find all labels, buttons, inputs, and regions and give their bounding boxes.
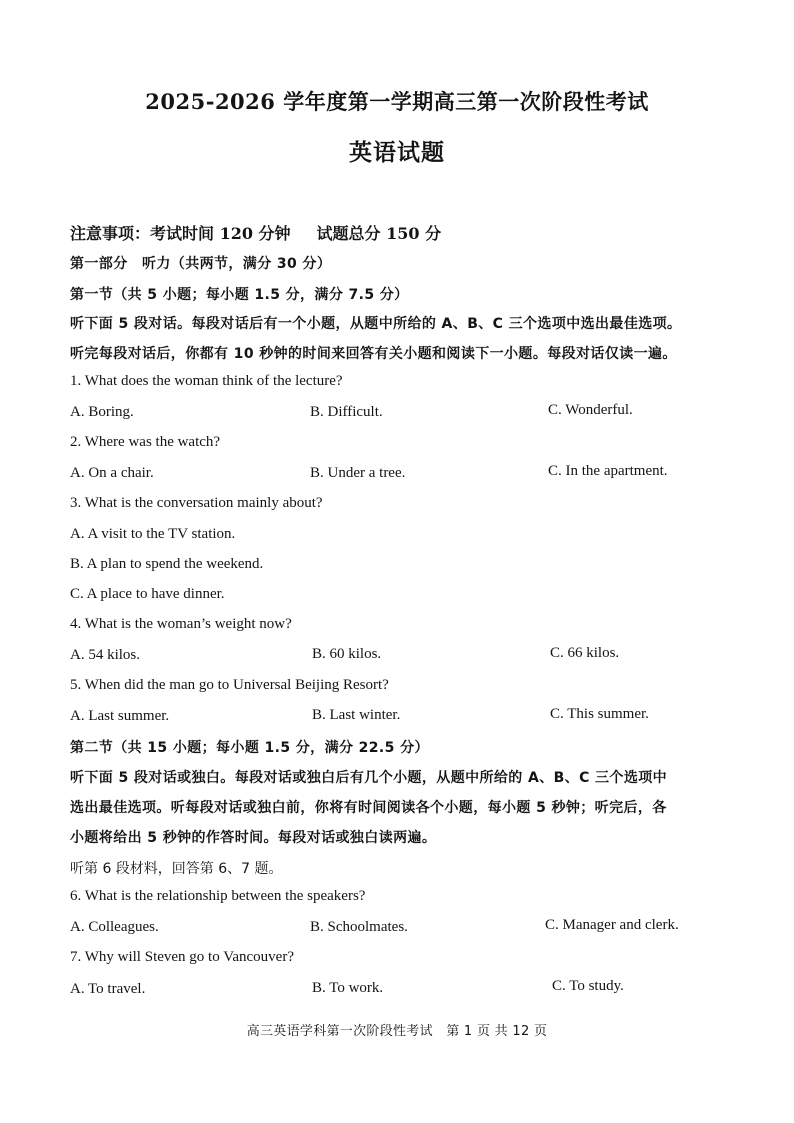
section1-instruction-2: 听完每段对话后，你都有 10 秒钟的时间来回答有关小题和阅读下一小题。每段对话仅读一遍。	[70, 346, 677, 362]
question-5: 5. When did the man go to Universal Beijing Resort?	[70, 677, 389, 693]
q6-option-b: B. Schoolmates.	[310, 919, 408, 935]
q2-option-a: A. On a chair.	[70, 465, 154, 481]
q5-option-a: A. Last summer.	[70, 708, 170, 724]
q3-option-a: A. A visit to the TV station.	[70, 526, 236, 542]
q4-option-a: A. 54 kilos.	[70, 647, 141, 663]
q6-option-a: A. Colleagues.	[70, 919, 159, 935]
q7-option-b: B. To work.	[312, 980, 384, 996]
q1-option-a: A. Boring.	[70, 404, 134, 420]
exam-subtitle: 英语试题	[349, 139, 445, 166]
q5-option-c: C. This summer.	[550, 706, 649, 722]
material-6-label: 听第 6 段材料，回答第 6、7 题。	[70, 861, 283, 877]
part1-heading: 第一部分 听力（共两节，满分 30 分）	[70, 256, 332, 272]
q6-option-c: C. Manager and clerk.	[545, 917, 679, 933]
q7-option-c: C. To study.	[552, 978, 624, 994]
q5-option-b: B. Last winter.	[312, 707, 401, 723]
q1-option-c: C. Wonderful.	[548, 402, 633, 418]
section1-heading: 第一节（共 5 小题；每小题 1.5 分，满分 7.5 分）	[70, 287, 409, 303]
question-1: 1. What does the woman think of the lecture?	[70, 373, 343, 389]
section1-instruction-1: 听下面 5 段对话。每段对话后有一个小题，从题中所给的 A、B、C 三个选项中选出最佳选项。	[70, 316, 682, 332]
q3-option-b: B. A plan to spend the weekend.	[70, 556, 264, 572]
section2-instruction-3: 小题将给出 5 秒钟的作答时间。每段对话或独白读两遍。	[70, 830, 437, 846]
page-footer: 高三英语学科第一次阶段性考试 第 1 页 共 12 页	[246, 1024, 548, 1039]
section2-instruction-1: 听下面 5 段对话或独白。每段对话或独白后有几个小题，从题中所给的 A、B、C 三个选项中	[70, 770, 668, 786]
q4-option-b: B. 60 kilos.	[312, 646, 382, 662]
question-7: 7. Why will Steven go to Vancouver?	[70, 949, 294, 965]
q7-option-a: A. To travel.	[70, 981, 146, 997]
question-6: 6. What is the relationship between the speakers?	[70, 888, 366, 904]
question-2: 2. Where was the watch?	[70, 434, 221, 450]
q4-option-c: C. 66 kilos.	[550, 645, 620, 661]
exam-title: 2025-2026 学年度第一学期高三第一次阶段性考试	[145, 89, 649, 114]
q2-option-b: B. Under a tree.	[310, 465, 406, 481]
question-3: 3. What is the conversation mainly about?	[70, 495, 323, 511]
section2-heading: 第二节（共 15 小题；每小题 1.5 分，满分 22.5 分）	[70, 740, 429, 756]
section2-instruction-2: 选出最佳选项。听每段对话或独白前，你将有时间阅读各个小题，每小题 5 秒钟；听完后，各	[70, 800, 667, 816]
q1-option-b: B. Difficult.	[310, 404, 383, 420]
notice-time: 注意事项：考试时间 120 分钟	[70, 224, 291, 243]
notice-total: 试题总分 150 分	[316, 224, 442, 243]
q2-option-c: C. In the apartment.	[548, 463, 668, 479]
q3-option-c: C. A place to have dinner.	[70, 586, 225, 602]
question-4: 4. What is the woman’s weight now?	[70, 616, 292, 632]
notice-line	[70, 221, 441, 244]
